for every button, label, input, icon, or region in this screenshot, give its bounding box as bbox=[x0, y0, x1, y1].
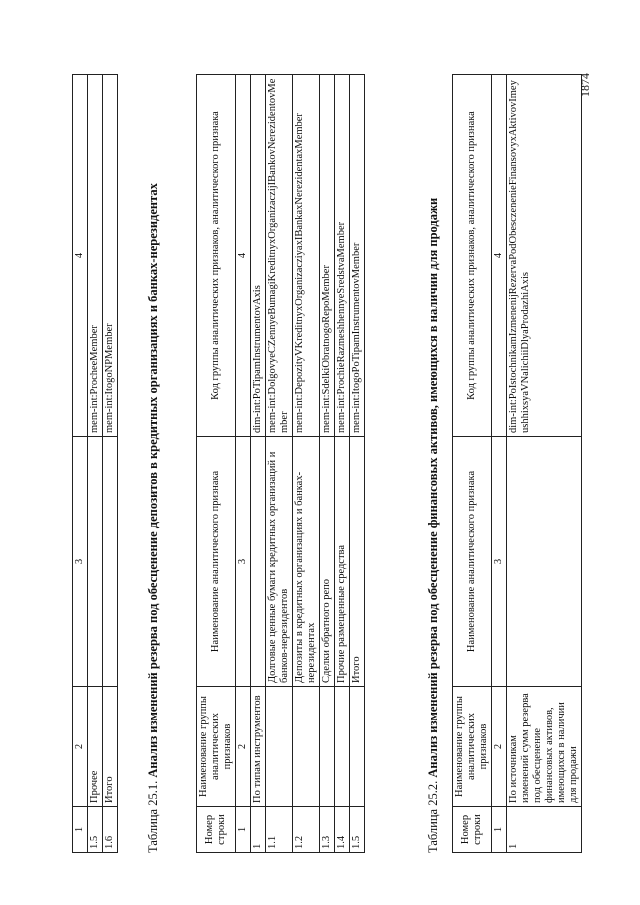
header-cell: Код группы аналитических признаков, аналитического признака bbox=[197, 75, 236, 437]
header-num-cell: 4 bbox=[73, 75, 88, 437]
header-num-cell: 2 bbox=[492, 687, 507, 807]
header-cell: Наименование группы аналитических признаков bbox=[197, 687, 236, 807]
header-number-row bbox=[492, 75, 507, 853]
row-number: 1.5 bbox=[88, 807, 103, 853]
code-cell: dim-int:PoIstochnikamIzmenenijRezervaPodObesczenenieFinansovyxAktivovImeyushhixsyaVNalichiiDlyaProdazhiAxis bbox=[507, 75, 582, 437]
feature-name bbox=[88, 437, 103, 687]
group-name bbox=[266, 687, 293, 807]
header-num-cell: 1 bbox=[492, 807, 507, 853]
group-name bbox=[320, 687, 335, 807]
code-cell: mem-int:ProchieRazmeshhennyeSredstvaMember bbox=[335, 75, 350, 437]
row-number: 1.1 bbox=[266, 807, 293, 853]
table-row bbox=[350, 75, 365, 853]
code-cell: mem-int:ItogoPoTipamInstrumentovMember bbox=[350, 75, 365, 437]
table-25-1-caption bbox=[145, 75, 162, 853]
group-name bbox=[293, 687, 320, 807]
group-name bbox=[350, 687, 365, 807]
header-num-cell: 2 bbox=[236, 687, 251, 807]
code-cell: mem-int:ProcheeMember bbox=[88, 75, 103, 437]
feature-name bbox=[103, 437, 118, 687]
row-number: 1 bbox=[507, 807, 582, 853]
table-row bbox=[251, 75, 266, 853]
header-cell: Наименование аналитического признака bbox=[453, 437, 492, 687]
header-cell: Код группы аналитических признаков, аналитического признака bbox=[453, 75, 492, 437]
caption-prefix: Таблица 25.2. bbox=[426, 780, 440, 853]
header-num-cell: 3 bbox=[492, 437, 507, 687]
header-number-row bbox=[236, 75, 251, 853]
header-cell: Номер строки bbox=[197, 807, 236, 853]
code-cell: mem-int:ItogoNPMember bbox=[103, 75, 118, 437]
group-name: По типам инструментов bbox=[251, 687, 266, 807]
table-25-1 bbox=[196, 74, 365, 853]
feature-name bbox=[251, 437, 266, 687]
code-cell: dim-int:PoTipamInstrumentovAxis bbox=[251, 75, 266, 437]
row-number: 1.2 bbox=[293, 807, 320, 853]
table-row bbox=[103, 75, 118, 853]
group-name: По источникам изменений сумм резерва под обесценение финансовых активов, имеющихся в наличии для продажи bbox=[507, 687, 582, 807]
table-header-row bbox=[197, 75, 236, 853]
header-num-cell: 3 bbox=[73, 437, 88, 687]
feature-name bbox=[507, 437, 582, 687]
header-num-cell: 1 bbox=[236, 807, 251, 853]
table-25-2 bbox=[452, 74, 582, 853]
table-row bbox=[507, 75, 582, 853]
feature-name: Долговые ценные бумаги кредитных организаций и банков-нерезидентов bbox=[266, 437, 293, 687]
table-header-row bbox=[453, 75, 492, 853]
row-number: 1.3 bbox=[320, 807, 335, 853]
feature-name: Сделки обратного репо bbox=[320, 437, 335, 687]
table-row bbox=[320, 75, 335, 853]
group-name: Итого bbox=[103, 687, 118, 807]
row-number: 1.5 bbox=[350, 807, 365, 853]
table-25-2-caption bbox=[425, 75, 442, 853]
code-cell: mem-int:DepozityVKreditnyxOrganizacziyaxIBankaxNerezidentaxMember bbox=[293, 75, 320, 437]
caption-title: Анализ изменений резерва под обесценение депозитов в кредитных организациях и банках-нерезидентах bbox=[146, 183, 160, 778]
feature-name: Депозиты в кредитных организациях и банках-нерезидентах bbox=[293, 437, 320, 687]
code-cell: mem-int:SdelkiObratnogoRepoMember bbox=[320, 75, 335, 437]
group-name bbox=[335, 687, 350, 807]
header-cell: Наименование аналитического признака bbox=[197, 437, 236, 687]
table-row bbox=[266, 75, 293, 853]
row-number: 1 bbox=[251, 807, 266, 853]
table-row bbox=[88, 75, 103, 853]
group-name: Прочее bbox=[88, 687, 103, 807]
header-cell: Номер строки bbox=[453, 807, 492, 853]
caption-prefix: Таблица 25.1. bbox=[146, 780, 160, 853]
continued-table bbox=[72, 74, 118, 853]
table-header-row bbox=[73, 75, 88, 853]
table-row bbox=[335, 75, 350, 853]
row-number: 1.4 bbox=[335, 807, 350, 853]
caption-title: Анализ изменений резерва под обесценение финансовых активов, имеющихся в наличии для продажи bbox=[426, 197, 440, 778]
header-num-cell: 1 bbox=[73, 807, 88, 853]
table-row bbox=[293, 75, 320, 853]
header-num-cell: 2 bbox=[73, 687, 88, 807]
page-number: 1874 bbox=[578, 73, 592, 97]
code-cell: mem-int:DolgovyeCZennyeBumagiKreditnyxOrganizaczijIBankovNerezidentovMember bbox=[266, 75, 293, 437]
feature-name: Прочие размещенные средства bbox=[335, 437, 350, 687]
header-cell: Наименование группы аналитических признаков bbox=[453, 687, 492, 807]
header-num-cell: 3 bbox=[236, 437, 251, 687]
feature-name: Итого bbox=[350, 437, 365, 687]
header-num-cell: 4 bbox=[236, 75, 251, 437]
row-number: 1.6 bbox=[103, 807, 118, 853]
header-num-cell: 4 bbox=[492, 75, 507, 437]
